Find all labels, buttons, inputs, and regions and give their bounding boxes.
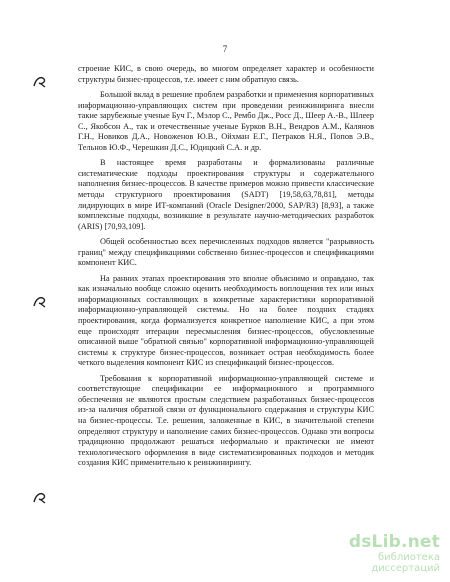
paragraph: В настоящее время разработаны и формализованы различные систематические подходы проектирования структуры и содержательного наполнения бизнес-процессов. В качестве примеров можно привести классические методы структурного проектирования (SADT) [19,58,63,78,81], методы лидирующих в мире ИТ-компаний (Oracle Designer/2000, SAP/R3) [8,93], а также комплексные подходы, возникшие в результате научно-методических разработок (ARIS) [70,93,109]. bbox=[78, 158, 374, 231]
watermark bbox=[320, 532, 440, 574]
page-number: 7 bbox=[222, 44, 228, 54]
watermark-caption: библиотека диссертаций bbox=[371, 552, 440, 574]
watermark-site: dsLib.net bbox=[348, 532, 440, 552]
paragraph: Требования к корпоративной информационно-управляющей системе и соответствующие спецификации ее информационного и программного обеспечения не являются простым следствием разработанных бизнес-процессов из-за наличия обратной связи от функционального содержания и структуры КИС на бизнес-процессы. Т.е. решения, заложенные в КИС, в значительной степени определяют структуру и наполнение самих бизнес-процессов. Однако эти вопросы традиционно продолжают решаться неформально и практически не имеют технологического оформления в виде систематизированных подходов и методик создания КИС применительно к реинжинирингу. bbox=[78, 373, 374, 468]
pen-mark-icon bbox=[32, 490, 48, 506]
paragraph: строение КИС, в свою очередь, во многом определяет характер и особенности структуры бизнес-процессов, т.е. имеет с ним обратную связь. bbox=[78, 64, 374, 84]
pen-mark-icon bbox=[32, 74, 48, 90]
paragraph: Большой вклад в решение проблем разработки и применения корпоративных информационно-управляющих систем при проведении реинжиниринга внесли такие зарубежные ученые Буч Г., Мэлор С., Рембо Дж., Росс Д., Шеер А.-В., Шлеер С., Якобсон А., так и отечественные ученые Бурков В.Н., Вендров А.М., Калянов Г.Н., Новиков Д.А., Новоженов Ю.В., Ойхман Е.Г., Петраков Н.Я., Попов Э.В., Тельнов Ю.Ф., Черешкин Д.С., Юдицкий С.А. и др. bbox=[78, 90, 374, 152]
body-text bbox=[78, 64, 374, 474]
paragraph: На ранних этапах проектирования это вполне объяснимо и оправдано, так как изначально вообще сложно оценить необходимость воплощения тех или иных информационных составляющих в конкретные характеристики корпоративной информационно-управляющей системы. Но на более поздних стадиях проектирования, когда формализуется конкретное наполнение КИС, а при этом еще происходят итерации пересмысления бизнес-процессов, обусловленные описанной выше "обратной связью" корпоративной информационно-управляющей системы к структуре бизнес-процессов, возникает острая необходимость более четкого выделения компонент КИС из спецификаций бизнес-процессов. bbox=[78, 273, 374, 368]
pen-mark-icon bbox=[32, 294, 48, 310]
paragraph: Общей особенностью всех перечисленных подходов является "разрывность границ" между спецификациями собственно бизнес-процессов и спецификациями компонент КИС. bbox=[78, 237, 374, 268]
